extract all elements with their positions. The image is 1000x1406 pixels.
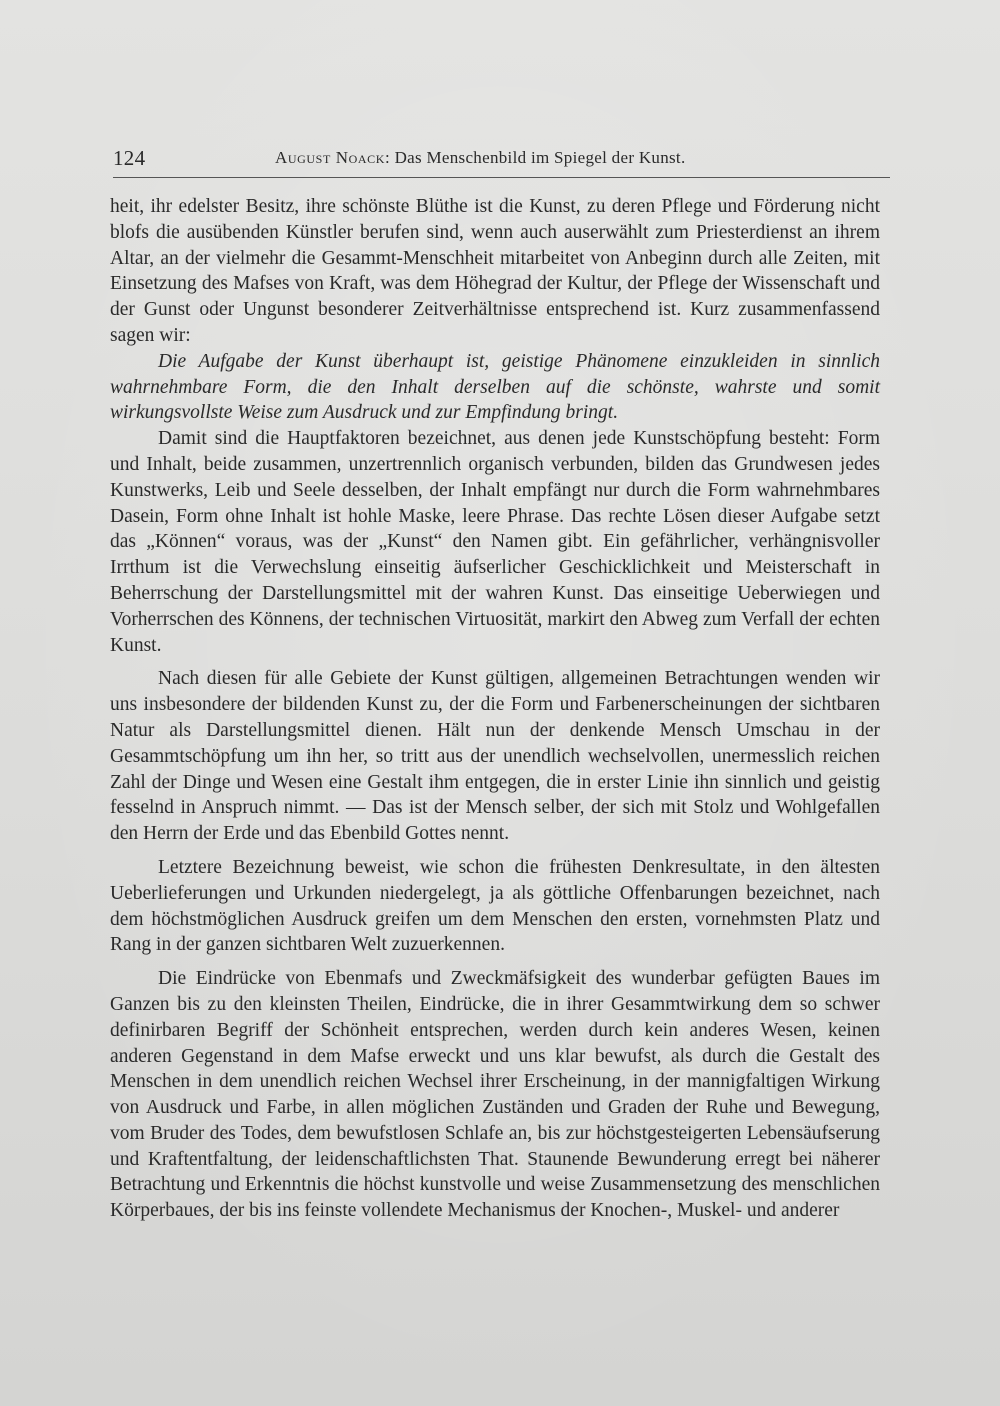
running-header (113, 143, 890, 173)
header-rule (113, 177, 890, 178)
body-text (110, 194, 880, 1224)
paragraph-impressions: Die Eindrücke von Ebenmafs und Zweckmäfsigkeit des wunderbar gefügten Baues im Ganzen bis zu den kleinsten Theilen, Eindrücke, die in ihrer Gesammtwirkung dem so schwer definirbaren Begriff der Schönheit entsprechen, werden durch kein anderes Wesen, keinen anderen Gegenstand in dem Mafse erweckt und uns klar bewufst, als durch die Gestalt des Menschen in dem unendlich reichen Wechsel ihrer Erscheinung, in der mannigfaltigen Wirkung von Ausdruck und Farbe, in allen möglichen Zuständen und Graden der Ruhe und Bewegung, vom Bruder des Todes, dem bewufstlosen Schlafe an, bis zur höchstgesteigerten Lebensäufserung und Kraftentfaltung, der leidenschaftlichsten That. Staunende Bewunderung erregt bei näherer Betrachtung und Erkenntnis die höchst kunstvolle und weise Zusammensetzung des menschlichen Körperbaues, der bis ins feinste vollendete Mechanismus der Knochen-, Muskel- und anderer (110, 968, 880, 1222)
article-title: Das Menschenbild im Spiegel der Kunst. (394, 148, 686, 167)
paragraph-visual-arts: Nach diesen für alle Gebiete der Kunst gültigen, allgemeinen Betrachtungen wenden wir uns insbesondere der bildenden Kunst zu, der die Form und Farbenerscheinungen der sichtbaren Natur als Darstellungsmittel dienen. Hält nun der denkende Mensch Umschau in der Gesammtschöpfung um ihn her, so tritt aus der unendlich wechselvollen, unermesslich reichen Zahl der Dinge und Wesen eine Gestalt ihm entgegen, die in erster Linie ihn sinnlich und geistig fesselnd in Anspruch nimmt. — Das ist der Mensch selber, der sich mit Stolz und Wohlgefallen den Herrn der Erde und das Ebenbild Gottes nennt. (110, 668, 880, 845)
paragraph-designation: Letztere Bezeichnung beweist, wie schon die frühesten Denkresultate, in den ältesten Ueberlieferungen und Urkunden niedergelegt, ja als göttliche Offenbarungen bezeichnet, nach dem höchstmöglichen Ausdruck greifen um dem Menschen den ersten, vornehmsten Platz und Rang in der ganzen sichtbaren Welt zuzuerkennen. (110, 856, 880, 956)
page-number: 124 (113, 146, 146, 170)
paragraph-form-and-content: Damit sind die Hauptfaktoren bezeichnet, aus denen jede Kunstschöpfung besteht: Form und Inhalt, beide zusammen, unzertrennlich organisch verbunden, bilden das Grundwesen jedes Kunstwerks, Leib und Seele desselben, der Inhalt empfängt nur durch die Form wahrnehmbares Dasein, Form ohne Inhalt ist hohle Maske, leere Phrase. Das rechte Lösen dieser Aufgabe setzt das „Können“ voraus, was der „Kunst“ den Namen gibt. Ein gefährlicher, verhängnisvoller Irrthum ist die Verwechslung einseitig äufserlicher Geschicklichkeit und Meisterschaft in Beherrschung der Darstellungsmittel mit der wahren Kunst. Das einseitige Ueberwiegen und Vorherrschen des Könnens, der technischen Virtuosität, markirt den Abweg zum Verfall der echten Kunst. (110, 428, 880, 656)
running-title: August Noack: Das Menschenbild im Spiegel der Kunst. (275, 148, 686, 167)
author-name: August Noack (275, 148, 386, 167)
paragraph-continuation: heit, ihr edelster Besitz, ihre schönste Blüthe ist die Kunst, zu deren Pflege und Förderung nicht blofs die ausübenden Künstler berufen sind, wenn auch auserwählt zum Priesterdienst an ihrem Altar, an der vielmehr die Gesammt-Menschheit mitarbeitet von Anbeginn durch alle Zeiten, mit Einsetzung des Mafses von Kraft, was dem Höhegrad der Kultur, der Pflege der Wissenschaft und der Gunst oder Ungunst besonderer Zeitverhältnisse entsprechend ist. Kurz zusammenfassend sagen wir: (110, 196, 880, 346)
paragraph-thesis: Die Aufgabe der Kunst überhaupt ist, geistige Phänomene einzukleiden in sinnlich wahrnehmbare Form, die den Inhalt derselben auf die schönste, wahrste und somit wirkungsvollste Weise zum Ausdruck und zur Empfindung bringt. (110, 350, 880, 424)
